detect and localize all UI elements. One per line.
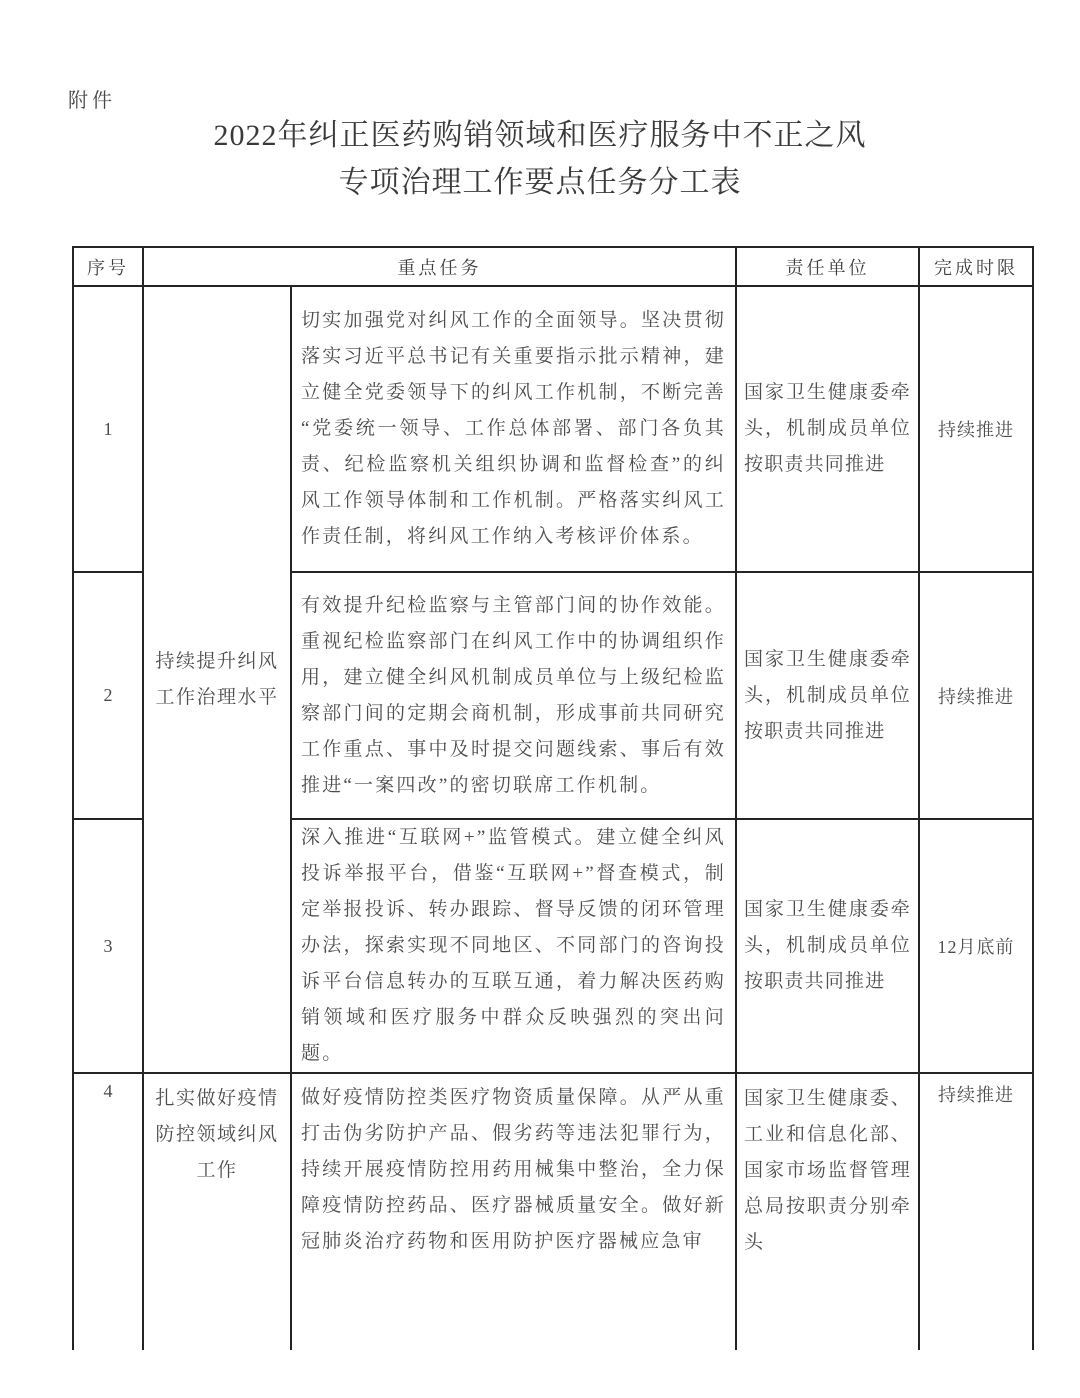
row2-serial-number: 2 bbox=[73, 572, 143, 819]
header-serial-number: 序号 bbox=[73, 247, 143, 286]
document-title bbox=[0, 112, 1080, 206]
row4-deadline: 持续推进 bbox=[919, 1073, 1033, 1350]
row1-serial-number: 1 bbox=[73, 286, 143, 572]
table-row-4 bbox=[73, 1073, 1033, 1350]
row2-deadline: 持续推进 bbox=[919, 572, 1033, 819]
row2-responsible-unit: 国家卫生健康委牵头，机制成员单位按职责共同推进 bbox=[736, 572, 919, 819]
row3-serial-number: 3 bbox=[73, 819, 143, 1073]
table-header-row bbox=[73, 247, 1033, 286]
row4-category-cell: 扎实做好疫情防控领域纠风工作 bbox=[143, 1073, 291, 1350]
row1-deadline: 持续推进 bbox=[919, 286, 1033, 572]
row4-task-text: 做好疫情防控类医疗物资质量保障。从严从重打击伪劣防护产品、假劣药等违法犯罪行为，持续开展疫情防控用药用械集中整治，全力保障疫情防控药品、医疗器械质量安全。做好新冠肺炎治疗药物和医用防护医疗器械应急审 bbox=[291, 1073, 736, 1350]
row4-responsible-unit: 国家卫生健康委、工业和信息化部、国家市场监督管理总局按职责分别牵头 bbox=[736, 1073, 919, 1350]
row2-task-text: 有效提升纪检监察与主管部门间的协作效能。重视纪检监察部门在纠风工作中的协调组织作用，建立健全纠风机制成员单位与上级纪检监察部门间的定期会商机制，形成事前共同研究工作重点、事中及时提交问题线索、事后有效推进“一案四改”的密切联席工作机制。 bbox=[291, 572, 736, 819]
row3-responsible-unit: 国家卫生健康委牵头，机制成员单位按职责共同推进 bbox=[736, 819, 919, 1073]
row1-task-text: 切实加强党对纠风工作的全面领导。坚决贯彻落实习近平总书记有关重要指示批示精神，建立健全党委领导下的纠风工作机制，不断完善“党委统一领导、工作总体部署、部门各负其责、纪检监察机关组织协调和监督检查”的纠风工作领导体制和工作机制。严格落实纠风工作责任制，将纠风工作纳入考核评价体系。 bbox=[291, 286, 736, 572]
row1-responsible-unit: 国家卫生健康委牵头，机制成员单位按职责共同推进 bbox=[736, 286, 919, 572]
header-key-task: 重点任务 bbox=[143, 247, 736, 286]
row3-task-text: 深入推进“互联网+”监管模式。建立健全纠风投诉举报平台，借鉴“互联网+”督查模式，制定举报投诉、转办跟踪、督导反馈的闭环管理办法，探索实现不同地区、不同部门的咨询投诉平台信息转办的互联互通，着力解决医药购销领域和医疗服务中群众反映强烈的突出问题。 bbox=[291, 819, 736, 1073]
task-assignment-table bbox=[72, 246, 1034, 1350]
document-title-line2: 专项治理工作要点任务分工表 bbox=[338, 166, 742, 199]
header-deadline: 完成时限 bbox=[919, 247, 1033, 286]
header-responsible-unit: 责任单位 bbox=[736, 247, 919, 286]
table-row-1 bbox=[73, 286, 1033, 572]
row3-deadline: 12月底前 bbox=[919, 819, 1033, 1073]
row4-serial-number: 4 bbox=[73, 1073, 143, 1350]
category-cell-rows-1-3: 持续提升纠风工作治理水平 bbox=[143, 286, 291, 1073]
document-title-line1: 2022年纠正医药购销领域和医疗服务中不正之风 bbox=[213, 119, 867, 152]
attachment-label: 附件 bbox=[68, 90, 116, 112]
